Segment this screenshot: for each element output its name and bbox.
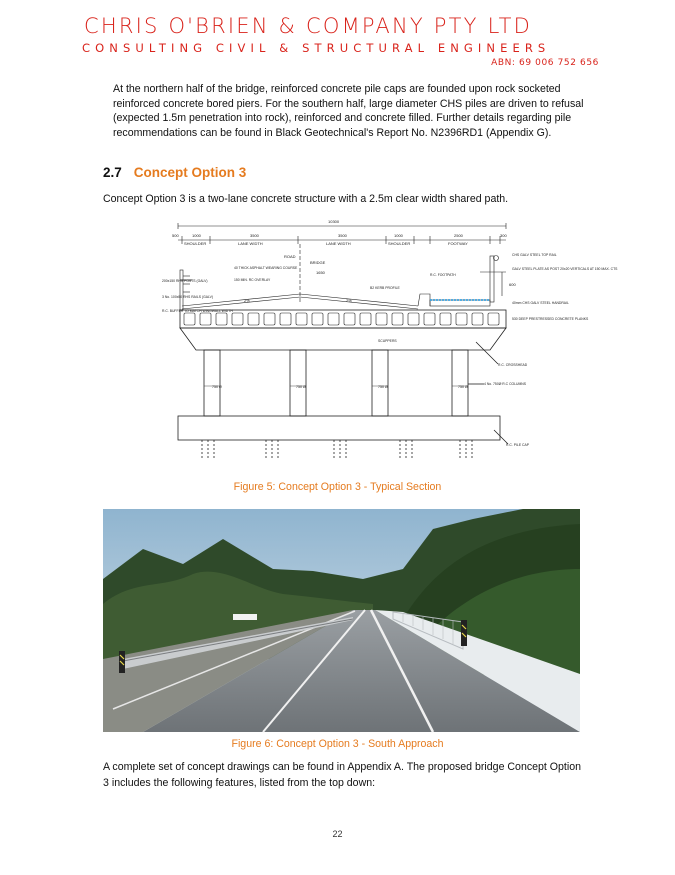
south-approach-photo (103, 509, 580, 732)
dim-1650: 1650 (316, 270, 325, 275)
bridge-label: BRIDGE (310, 260, 326, 265)
label-center-0: 40 THICK ASPHALT WEARING COURSE (234, 266, 298, 270)
label-center-3: B2 KERB PROFILE (370, 286, 400, 290)
figure-6-caption: Figure 6: Concept Option 3 - South Approach (231, 738, 444, 750)
section-title: Concept Option 3 (133, 165, 247, 180)
label-center-4: SCUPPERS (378, 339, 397, 343)
figure-5-caption: Figure 5: Concept Option 3 - Typical Section (233, 481, 442, 493)
col-dim-1: 750 Ø (296, 385, 306, 389)
plank-void (296, 313, 307, 325)
plank-void (344, 313, 355, 325)
plank-void (200, 313, 211, 325)
plank-void (328, 313, 339, 325)
dim-total-width: 10300 (328, 219, 340, 224)
dim-sub-2: LANE WIDTH (326, 241, 351, 246)
dim-0: 500 (172, 233, 179, 238)
crossfall-right: 2% (346, 298, 352, 303)
label-right-4: R.C. CROSSHEAD (498, 363, 528, 367)
col-dim-0: 750 Ø (212, 385, 222, 389)
dim-3: 3500 (338, 233, 347, 238)
crossfall-left: 2% (244, 298, 250, 303)
plank-void (280, 313, 291, 325)
col-dim-2: 750 Ø (378, 385, 388, 389)
label-right-2: 40mm CHS GALV STEEL HANDRAIL (512, 301, 569, 305)
body-paragraph-2: Concept Option 3 is a two-lane concrete structure with a 2.5m clear width shared path. (103, 193, 509, 205)
plank-void (248, 313, 259, 325)
section-heading (103, 165, 246, 180)
dim-4: 1000 (394, 233, 403, 238)
plank-void (392, 313, 403, 325)
road-label: ROAD (284, 254, 296, 259)
dim-600: 600 (509, 282, 516, 287)
dim-6: 300 (500, 233, 507, 238)
label-center-1: 150 MIN. RC OVERLAY (234, 278, 271, 282)
label-right-3: 530 DEEP PRESTRESSED CONCRETE PLANKS (512, 317, 589, 321)
section-number: 2.7 (103, 165, 122, 180)
plank-void (264, 313, 275, 325)
dim-sub-4: FOOTWAY (448, 241, 468, 246)
dim-sub-3: SHOULDER (388, 241, 411, 246)
label-right-0: CHS GALV STEEL TOP RAIL (512, 253, 557, 257)
col-dim-3: 750 Ø (458, 385, 468, 389)
body-paragraph-1: At the northern half of the bridge, reinforced concrete pile caps are founded upon rock socketed reinforced concrete bored piers. For the southern half, large diameter CHS piles are driven to refusal (expected 1.5m penetration into rock), reinforced and concrete filled. Further details regarding pile recommendations can be found in Black Geotechnical's Report No. N2396RD1 (Appendix G). (113, 83, 584, 139)
company-abn: ABN: 69 006 752 656 (491, 58, 599, 68)
label-left-1: 3 No. 100x50 RHS RAILS (GALV) (162, 295, 214, 299)
plank-void (232, 313, 243, 325)
label-center-2: R.C. FOOTPATH (430, 273, 456, 277)
label-right-1: GALV STEEL PLATE AS POST 20x20 VERTICALS AT 150 MAX. CTS (512, 267, 618, 271)
body-paragraph-3: A complete set of concept drawings can be found in Appendix A. The proposed bridge Concept Option 3 includes the following features, listed from the top down: (103, 761, 582, 789)
company-name: CHRIS O'BRIEN & COMPANY PTY LTD (84, 14, 532, 38)
label-right-6: R.C. PILE CAP (506, 443, 529, 447)
label-left-0: 200x150 RHS POSTS (GALV) (162, 279, 208, 283)
plank-void (440, 313, 451, 325)
dim-sub-1: LANE WIDTH (238, 241, 263, 246)
plank-void (360, 313, 371, 325)
label-right-5: 4 No. 750Ø R.C COLUMNS (484, 382, 527, 386)
plank-void (184, 313, 195, 325)
plank-void (408, 313, 419, 325)
page-number: 22 (332, 829, 343, 839)
typical-section-drawing (162, 214, 618, 460)
dim-sub-0: SHOULDER (184, 241, 207, 246)
plank-void (216, 313, 227, 325)
dim-5: 2500 (454, 233, 463, 238)
plank-void (456, 313, 467, 325)
plank-void (376, 313, 387, 325)
plank-void (312, 313, 323, 325)
plank-void (472, 313, 483, 325)
plank-void (424, 313, 435, 325)
dim-2: 3500 (250, 233, 259, 238)
company-tagline: CONSULTING CIVIL & STRUCTURAL ENGINEERS (82, 41, 551, 55)
label-left-2: R.C. BUFFER TO MATCH WINGWALL WIDTH (162, 309, 233, 313)
plank-void (488, 313, 499, 325)
dim-1: 1000 (192, 233, 201, 238)
